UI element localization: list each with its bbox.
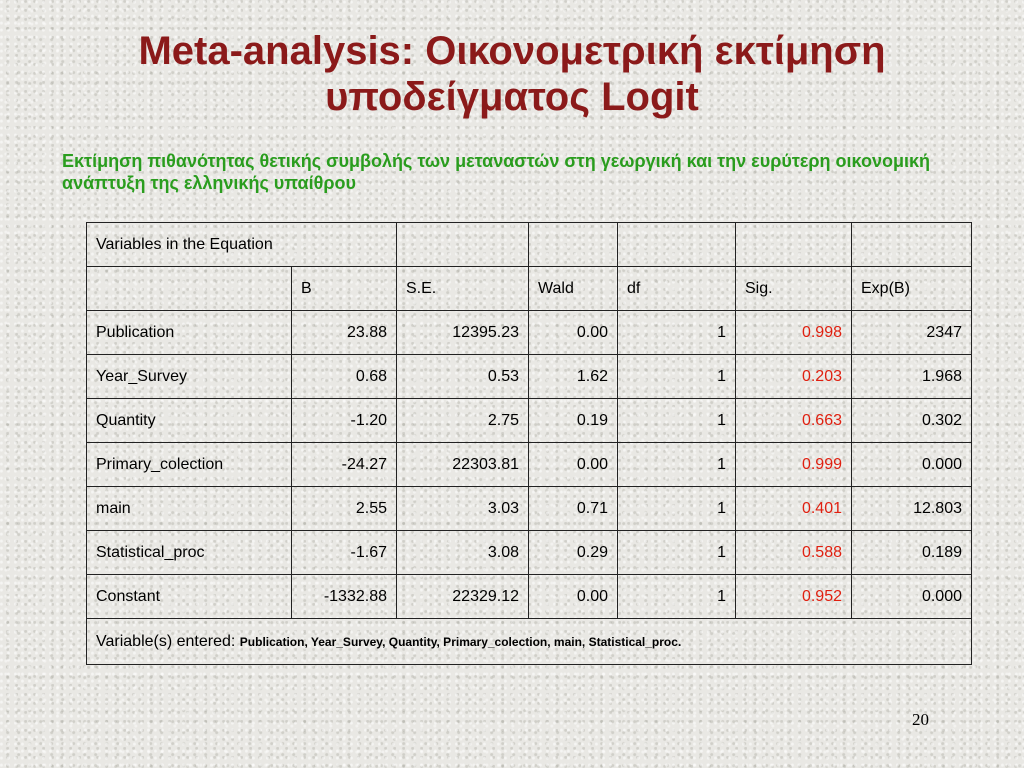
column-header-b: B [292, 267, 397, 311]
se-cell: 22329.12 [397, 575, 529, 619]
df-cell: 1 [618, 355, 736, 399]
se-cell: 3.08 [397, 531, 529, 575]
df-cell: 1 [618, 531, 736, 575]
slide-title-line-2: υποδείγματος Logit [325, 75, 699, 119]
empty-cell [87, 267, 292, 311]
column-header-expb: Exp(B) [852, 267, 972, 311]
column-header-wald: Wald [529, 267, 618, 311]
b-cell: -1.20 [292, 399, 397, 443]
expb-cell: 0.000 [852, 443, 972, 487]
wald-cell: 0.71 [529, 487, 618, 531]
empty-cell [852, 223, 972, 267]
sig-cell: 0.401 [736, 487, 852, 531]
column-header-sig: Sig. [736, 267, 852, 311]
sig-cell: 0.203 [736, 355, 852, 399]
se-cell: 3.03 [397, 487, 529, 531]
variable-name-cell: main [87, 487, 292, 531]
expb-cell: 0.189 [852, 531, 972, 575]
variables-entered-note [87, 619, 972, 665]
df-cell: 1 [618, 487, 736, 531]
empty-cell [529, 223, 618, 267]
expb-cell: 0.302 [852, 399, 972, 443]
expb-cell: 12.803 [852, 487, 972, 531]
b-cell: -1332.88 [292, 575, 397, 619]
sig-cell: 0.999 [736, 443, 852, 487]
variable-name-cell: Year_Survey [87, 355, 292, 399]
variables-entered-list: Publication, Year_Survey, Quantity, Primary_colection, main, Statistical_proc. [239, 634, 682, 649]
sig-cell: 0.952 [736, 575, 852, 619]
empty-cell [397, 223, 529, 267]
table-row [87, 443, 972, 487]
wald-cell: 0.00 [529, 575, 618, 619]
se-cell: 0.53 [397, 355, 529, 399]
wald-cell: 0.29 [529, 531, 618, 575]
variable-name-cell: Quantity [87, 399, 292, 443]
se-cell: 12395.23 [397, 311, 529, 355]
sig-cell: 0.998 [736, 311, 852, 355]
table-row [87, 311, 972, 355]
wald-cell: 0.19 [529, 399, 618, 443]
wald-cell: 0.00 [529, 443, 618, 487]
b-cell: 0.68 [292, 355, 397, 399]
table-row [87, 355, 972, 399]
variable-name-cell: Primary_colection [87, 443, 292, 487]
b-cell: -1.67 [292, 531, 397, 575]
variable-name-cell: Constant [87, 575, 292, 619]
table-caption: Variables in the Equation [87, 223, 397, 267]
page-number: 20 [912, 710, 929, 729]
expb-cell: 0.000 [852, 575, 972, 619]
b-cell: 23.88 [292, 311, 397, 355]
table-row [87, 399, 972, 443]
column-header-se: S.E. [397, 267, 529, 311]
empty-cell [618, 223, 736, 267]
slide-subtitle: Εκτίμηση πιθανότητας θετικής συμβολής των μεταναστών στη γεωργική και την ευρύτερη οικονομική ανάπτυξη της ελληνικής υπαίθρου [62, 151, 931, 193]
empty-cell [736, 223, 852, 267]
expb-cell: 1.968 [852, 355, 972, 399]
variables-entered-label: Variable(s) entered: [96, 632, 236, 650]
df-cell: 1 [618, 399, 736, 443]
table-caption-row [87, 223, 972, 267]
table-footer-row [87, 619, 972, 665]
column-header-df: df [618, 267, 736, 311]
se-cell: 22303.81 [397, 443, 529, 487]
variable-name-cell: Publication [87, 311, 292, 355]
wald-cell: 0.00 [529, 311, 618, 355]
b-cell: 2.55 [292, 487, 397, 531]
table-row [87, 531, 972, 575]
se-cell: 2.75 [397, 399, 529, 443]
df-cell: 1 [618, 443, 736, 487]
table-row [87, 487, 972, 531]
expb-cell: 2347 [852, 311, 972, 355]
wald-cell: 1.62 [529, 355, 618, 399]
variable-name-cell: Statistical_proc [87, 531, 292, 575]
sig-cell: 0.663 [736, 399, 852, 443]
df-cell: 1 [618, 311, 736, 355]
table-row [87, 575, 972, 619]
sig-cell: 0.588 [736, 531, 852, 575]
logit-results-table [86, 222, 972, 665]
df-cell: 1 [618, 575, 736, 619]
slide-title [0, 28, 1024, 120]
slide-title-line-1: Meta-analysis: Οικονομετρική εκτίμηση [138, 29, 886, 73]
b-cell: -24.27 [292, 443, 397, 487]
table-header-row [87, 267, 972, 311]
